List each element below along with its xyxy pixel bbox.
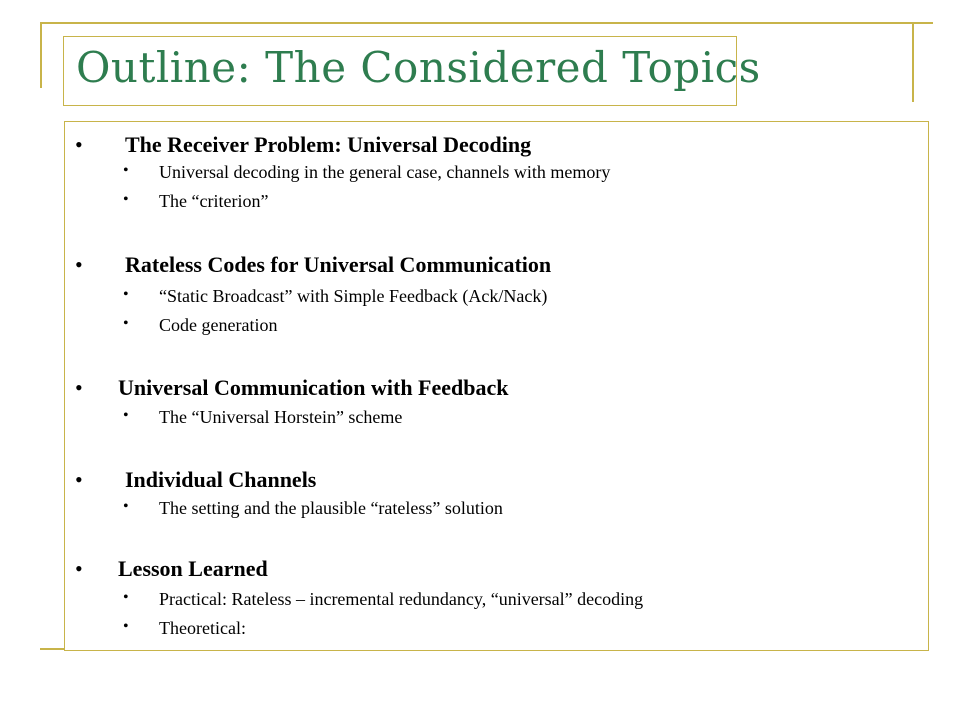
top-decor-line	[40, 22, 933, 24]
section-heading-rateless: Rateless Codes for Universal Communication	[125, 252, 552, 277]
section-heading-individual: Individual Channels	[125, 467, 317, 492]
item-bullet: •	[123, 162, 129, 179]
section-bullet: •	[75, 375, 83, 400]
item-bullet: •	[123, 498, 129, 515]
list-item: The setting and the plausible “rateless” solution	[159, 498, 503, 518]
title-box	[63, 36, 761, 106]
item-bullet: •	[123, 407, 129, 424]
section-bullet: •	[75, 132, 83, 157]
section-bullet: •	[75, 467, 83, 492]
section-bullet: •	[75, 252, 83, 277]
list-item: Theoretical:	[159, 618, 246, 638]
slide-title: Outline: The Considered Topics	[76, 43, 761, 92]
section-bullet: •	[75, 556, 83, 581]
section-heading-lesson: Lesson Learned	[118, 556, 268, 581]
item-bullet: •	[123, 315, 129, 332]
list-item: “Static Broadcast” with Simple Feedback (Ack/Nack)	[159, 286, 548, 306]
item-bullet: •	[123, 286, 129, 303]
right-decor-line	[912, 22, 914, 102]
left-decor-line	[40, 22, 42, 88]
content-box	[64, 121, 929, 651]
item-bullet: •	[123, 589, 129, 606]
section-heading-receiver: The Receiver Problem: Universal Decoding	[125, 132, 532, 157]
list-item: The “Universal Horstein” scheme	[159, 407, 403, 427]
list-item: Practical: Rateless – incremental redundancy, “universal” decoding	[159, 589, 644, 609]
item-bullet: •	[123, 191, 129, 208]
list-item: Code generation	[159, 315, 278, 335]
section-heading-feedback: Universal Communication with Feedback	[118, 375, 509, 400]
item-bullet: •	[123, 618, 129, 635]
list-item: Universal decoding in the general case, channels with memory	[159, 162, 611, 182]
list-item: The “criterion”	[159, 191, 269, 211]
